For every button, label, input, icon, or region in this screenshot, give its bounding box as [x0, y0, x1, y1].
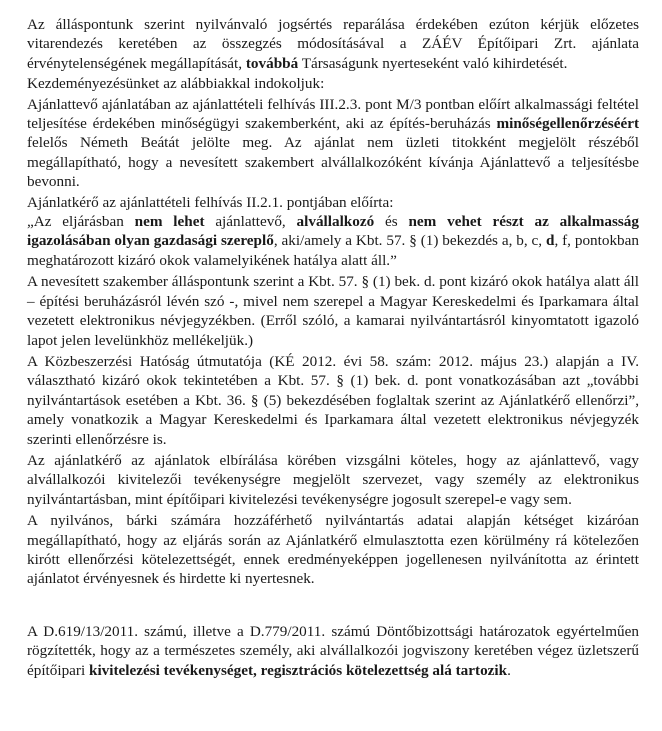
request-paragraph: Az álláspontunk szerint nyilvánvaló jogsértés reparálása érdekében ezúton kérjük előzetes vitarendezés keretében az összegzés módosításával a ZÁÉV Építőipari Zrt. ajánlata érvénytelenségének megállapítását, továbbá Társaságunk nyerteseként való kihirdetését.: [27, 16, 639, 72]
bidder-specialist-paragraph: Ajánlattevő ajánlatában az ajánlattételi felhívás III.2.3. pont M/3 pontban előírt alkalmassági feltétel teljesítése érdekében minőségügyi szakemberként, aki az építés-beruházás minőségellenőrzéséért felelős Németh Beátát jelölte meg. Az ajánlat nem üzleti titokként megjelölt részéből megállapítható, hogy a nevesített szakembert alvállalkozóként kívánja Ajánlattevő a teljesítésbe bevonni.: [27, 95, 639, 191]
authority-guidance-paragraph: A Közbeszerzési Hatóság útmutatója (KÉ 2012. évi 58. szám: 2012. május 23.) alapján a IV. választható kizáró okok tekintetében a Kbt. 57. § (1) bek. d. pont vonatkozásában azt „további nyilvántartások esetében a Kbt. 36. § (5) bekezdésében foglaltak szerint az Ajánlatkérő ellenőrzi”, amely vonatkozik a Magyar Kereskedelmi és Iparkamara által vezetett elektronikus névjegyzék szerinti ellenőrzésre is.: [27, 352, 639, 448]
conclusion-paragraph: A nyilvános, bárki számára hozzáférhető nyilvántartás adatai alapján kétséget kizáróan megállapítható, hogy az eljárás során az Ajánlatkérő elmulasztotta ezen körülmény rá kötelezően kirótt ellenőrzési kötelezettségét, ennek eredményeképpen jogellenesen nyilvánította az érintett ajánlatot érvényesnek és hirdette ki nyertesnek.: [27, 512, 639, 588]
paragraph-gap: [27, 589, 639, 622]
evaluation-duty-paragraph: Az ajánlatkérő az ajánlatok elbírálása körében vizsgálni köteles, hogy az ajánlattevő, vagy alvállalkozói kivitelezői tevékenységre megjelölt szervezet, vagy személy az elektronikus nyilvántartásban, mint építőipari kivitelezési tevékenységre jogosult szerepel-e vagy sem.: [27, 451, 639, 508]
decisions-paragraph: A D.619/13/2011. számú, illetve a D.779/2011. számú Döntőbizottsági határozatok egyértelműen rögzítették, hogy az a természetes személy, aki alvállalkozói jogviszony keretében végez üzletszerű építőipari kivitelezési tevékenységet, regisztrációs kötelezettség alá tartozik.: [27, 622, 639, 679]
bold-text: d: [545, 232, 555, 250]
bold-text: továbbá: [245, 54, 299, 72]
bold-text: nem vehet részt az alkalmasság igazolásában olyan gazdasági szereplő: [27, 213, 639, 250]
bold-text: alvállalkozó: [296, 213, 375, 231]
quoted-requirement: „Az eljárásban nem lehet ajánlattevő, alvállalkozó és nem vehet részt az alkalmasság igazolásában olyan gazdasági szereplő, aki/amely a Kbt. 57. § (1) bekezdés a, b, c, d, f, pontokban meghatározott kizáró okok valamelyikének hatálya alatt áll.”: [27, 213, 639, 269]
bold-text: kivitelezési tevékenységet, regisztrációs kötelezettség alá tartozik: [89, 661, 508, 679]
requirement-intro: Ajánlatkérő az ajánlattételi felhívás II.2.1. pontjában előírta:: [27, 193, 394, 211]
reasons-intro: Kezdeményezésünket az alábbiakkal indokoljuk:: [27, 75, 325, 93]
document-page: [27, 0, 639, 680]
bold-text: minőségellenőrzéséért: [496, 115, 639, 133]
bold-text: nem lehet: [134, 213, 205, 231]
exclusion-paragraph: A nevesített szakember álláspontunk szerint a Kbt. 57. § (1) bek. d. pont kizáró okok hatálya alatt áll – építési beruházásról lévén szó -, mivel nem szerepel a Magyar Kereskedelmi és Iparkamara által vezetett elektronikus névjegyzékben. (Erről szóló, a kamarai nyilvántartásról kinyomtatott igazoló lapot jelen levelünkhöz mellékeljük.): [27, 273, 639, 349]
